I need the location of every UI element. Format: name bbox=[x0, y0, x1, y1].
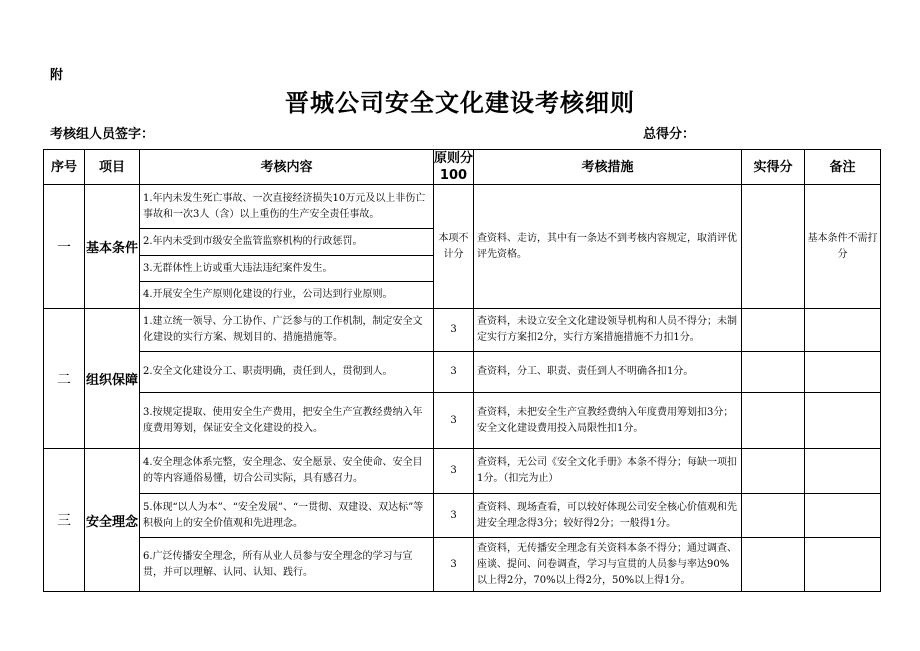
measure-cell: 查资料、走访，其中有一条达不到考核内容规定，取消评优评先资格。 bbox=[474, 185, 742, 309]
score-cell: 3 bbox=[434, 449, 474, 494]
remark-cell bbox=[805, 352, 881, 393]
content-cell: 6.广泛传播安全理念，所有从业人员参与安全理念的学习与宣贯，并可以理解、认同、认知、践行。 bbox=[140, 538, 434, 592]
score-cell: 3 bbox=[434, 309, 474, 352]
score-cell: 3 bbox=[434, 352, 474, 393]
remark-cell bbox=[805, 309, 881, 352]
actual-score-cell[interactable] bbox=[742, 185, 805, 309]
header-item: 项目 bbox=[85, 150, 140, 185]
table-row bbox=[44, 494, 881, 538]
table-row bbox=[44, 185, 881, 229]
header-base-score-line2: 100 bbox=[439, 168, 468, 183]
score-cell: 3 bbox=[434, 393, 474, 449]
total-score-label: 总得分： bbox=[643, 127, 696, 142]
table-row bbox=[44, 352, 881, 393]
section-seq: 三 bbox=[44, 449, 85, 592]
header-remark: 备注 bbox=[805, 150, 881, 185]
score-cell: 3 bbox=[434, 538, 474, 592]
table-row bbox=[44, 309, 881, 352]
appendix-label: 附 bbox=[50, 68, 64, 83]
section-seq: 二 bbox=[44, 309, 85, 449]
content-cell: 4.开展安全生产原则化建设的行业，公司达到行业原则。 bbox=[140, 282, 434, 309]
actual-score-cell[interactable] bbox=[742, 309, 805, 352]
measure-cell: 查资料，未设立安全文化建设领导机构和人员不得分；未制定实行方案扣2分，实行方案措施措施不力扣1分。 bbox=[474, 309, 742, 352]
content-cell: 2.年内未受到市级安全监管监察机构的行政惩罚。 bbox=[140, 229, 434, 256]
measure-cell: 查资料，无传播安全理念有关资料本条不得分；通过调查、座谈、提问、问卷调查，学习与宣贯的人员参与率达90%以上得2分，70%以上得2分，50%以上得1分。 bbox=[474, 538, 742, 592]
measure-cell: 查资料、现场查看，可以较好体现公司安全核心价值观和先进安全理念得3分；较好得2分；一般得1分。 bbox=[474, 494, 742, 538]
actual-score-cell[interactable] bbox=[742, 449, 805, 494]
header-seq: 序号 bbox=[44, 150, 85, 185]
measure-cell: 查资料，无公司《安全文化手册》本条不得分；每缺一项扣1分。（扣完为止） bbox=[474, 449, 742, 494]
content-cell: 2.安全文化建设分工、职责明确，责任到人，贯彻到人。 bbox=[140, 352, 434, 393]
score-cell: 本项不计分 bbox=[434, 185, 474, 309]
table-row bbox=[44, 393, 881, 449]
table-row bbox=[44, 449, 881, 494]
score-cell: 3 bbox=[434, 494, 474, 538]
remark-cell bbox=[805, 449, 881, 494]
remark-cell: 基本条件不需打分 bbox=[805, 185, 881, 309]
section-item: 基本条件 bbox=[85, 185, 140, 309]
content-cell: 1.建立统一领导、分工协作、广泛参与的工作机制，制定安全文化建设的实行方案、规划目的、措施措施等。 bbox=[140, 309, 434, 352]
section-seq: 一 bbox=[44, 185, 85, 309]
actual-score-cell[interactable] bbox=[742, 352, 805, 393]
content-cell: 3.按规定提取、使用安全生产费用，把安全生产宣教经费纳入年度费用筹划，保证安全文化建设的投入。 bbox=[140, 393, 434, 449]
actual-score-cell[interactable] bbox=[742, 393, 805, 449]
assessment-table bbox=[43, 149, 881, 592]
header-measure: 考核措施 bbox=[474, 150, 742, 185]
actual-score-cell[interactable] bbox=[742, 538, 805, 592]
content-cell: 3.无群体性上访或重大违法违纪案件发生。 bbox=[140, 256, 434, 282]
remark-cell bbox=[805, 538, 881, 592]
content-cell: 5.体现“以人为本”、“安全发展”、“一贯彻、双建设、双达标”等积极向上的安全价值观和先进理念。 bbox=[140, 494, 434, 538]
actual-score-cell[interactable] bbox=[742, 494, 805, 538]
measure-cell: 查资料，分工、职责、责任到人不明确各扣1分。 bbox=[474, 352, 742, 393]
measure-cell: 查资料，未把安全生产宣教经费纳入年度费用筹划扣3分；安全文化建设费用投入局限性扣1分。 bbox=[474, 393, 742, 449]
header-row bbox=[44, 150, 881, 185]
section-item: 组织保障 bbox=[85, 309, 140, 449]
content-cell: 1.年内未发生死亡事故、一次直接经济损失10万元及以上非伤亡事故和一次3人（含）以上重伤的生产安全责任事故。 bbox=[140, 185, 434, 229]
remark-cell bbox=[805, 494, 881, 538]
header-base-score bbox=[434, 150, 474, 185]
header-actual: 实得分 bbox=[742, 150, 805, 185]
page-title: 晋城公司安全文化建设考核细则 bbox=[285, 89, 635, 117]
content-cell: 4.安全理念体系完整，安全理念、安全愿景、安全使命、安全目的等内容通俗易懂，切合公司实际，具有感召力。 bbox=[140, 449, 434, 494]
header-base-score-line1: 原则分 bbox=[434, 151, 474, 166]
signature-label: 考核组人员签字： bbox=[50, 127, 155, 142]
section-item: 安全理念 bbox=[85, 449, 140, 592]
table-row bbox=[44, 538, 881, 592]
remark-cell bbox=[805, 393, 881, 449]
header-content: 考核内容 bbox=[140, 150, 434, 185]
